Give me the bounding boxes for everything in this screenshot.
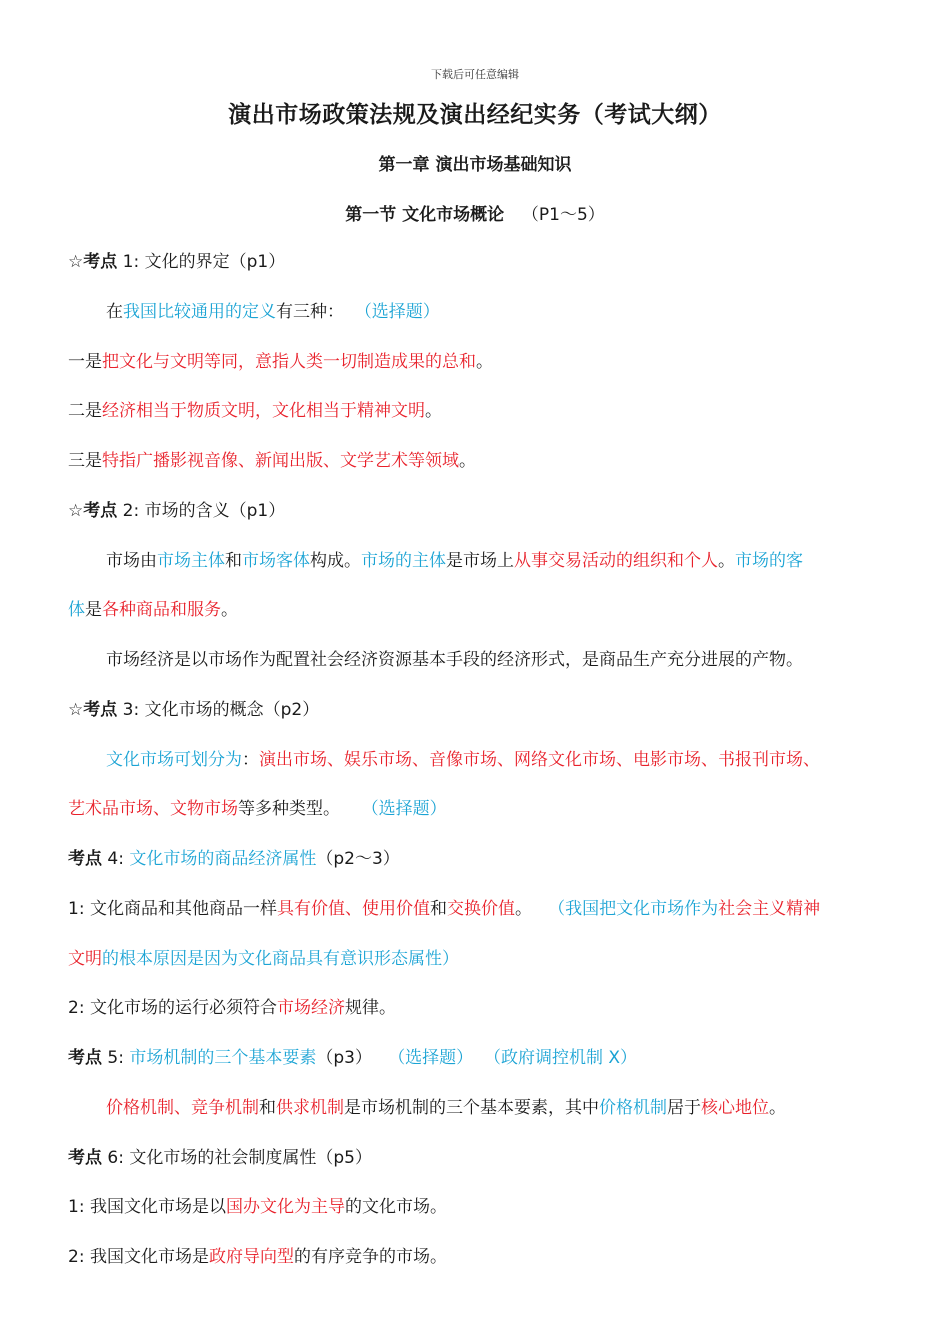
text-run: （p2～3） (316, 849, 400, 869)
highlight-red: 特指广播影视音像、新闻出版、文学艺术等领域 (102, 451, 459, 471)
paragraph-market-composition (106, 549, 906, 573)
key-point-number: 4: (102, 849, 130, 869)
key-point-label: 考点 (83, 700, 118, 720)
text-run: 三是 (68, 451, 102, 471)
key-point-number: 5: (102, 1048, 130, 1068)
text-run: 2: 我国文化市场是 (68, 1247, 209, 1267)
text-run: 等多种类型。 (238, 799, 340, 819)
highlight-red: 政府导向型 (208, 1247, 294, 1267)
definition-one (68, 350, 908, 374)
highlight-red: 演出市场、娱乐市场、音像市场、网络文化市场、电影市场、书报刊市场、 (259, 750, 820, 770)
highlight-blue: 市场机制的三个基本要素 (129, 1048, 317, 1068)
paragraph-market-categories (106, 748, 906, 772)
highlight-red: 市场经济 (276, 998, 345, 1018)
paragraph-commodity-value (68, 897, 908, 921)
text-run: ： (242, 750, 259, 770)
highlight-red: 供求机制 (276, 1098, 344, 1118)
text-run: 有三种： (276, 302, 344, 322)
key-point-4 (68, 847, 908, 871)
paragraph-state-culture (68, 1195, 908, 1219)
highlight-blue: 市场主体 (157, 551, 225, 571)
highlight-red: 核心地位 (701, 1098, 769, 1118)
paragraph-government-oriented (68, 1245, 908, 1269)
highlight-red: 社会主义精神 (718, 899, 821, 919)
text-run: 1: 文化商品和其他商品一样 (68, 899, 277, 919)
star-icon: ☆ (68, 252, 84, 272)
key-point-6 (68, 1146, 908, 1170)
key-point-text: 3: 文化市场的概念（p2） (122, 700, 320, 720)
section-title: 第一节 文化市场概论 (345, 205, 505, 225)
text-run: 是市场上 (446, 551, 514, 571)
highlight-blue: 市场客体 (242, 551, 310, 571)
document-title: 演出市场政策法规及演出经纪实务（考试大纲） (228, 102, 722, 128)
highlight-red: 经济相当于物质文明，文化相当于精神文明 (102, 401, 425, 421)
section-pages: （P1～5） (521, 205, 605, 225)
key-point-5 (68, 1046, 908, 1070)
question-type-tag: （选择题） (388, 1048, 474, 1068)
text-run: 是市场机制的三个基本要素，其中 (344, 1098, 599, 1118)
paragraph-market-categories-cont (68, 797, 908, 821)
star-icon: ☆ (68, 501, 84, 521)
highlight-red: 国办文化为主导 (225, 1197, 345, 1217)
paragraph-market-composition-cont (68, 598, 908, 622)
text-run: 居于 (667, 1098, 701, 1118)
key-point-label: 考点 (68, 849, 102, 869)
key-point-text: 6: 文化市场的社会制度属性（p5） (102, 1148, 372, 1168)
key-point-text: 1: 文化的界定（p1） (122, 252, 286, 272)
key-point-text: 2: 市场的含义（p1） (122, 501, 286, 521)
text-run: 构成。 (310, 551, 361, 571)
text-run: 一是 (68, 352, 102, 372)
text-run: 二是 (68, 401, 102, 421)
text-run: 和 (225, 551, 242, 571)
paragraph-commodity-value-cont (68, 947, 908, 971)
highlight-blue: （政府调控机制 X） (484, 1048, 638, 1068)
highlight-blue: 价格机制 (599, 1098, 667, 1118)
text-run: 。 (476, 352, 493, 372)
header-note: 下载后可任意编辑 (431, 68, 519, 81)
section-heading (0, 200, 950, 225)
text-run: 的有序竞争的市场。 (293, 1247, 447, 1267)
text-run: 规律。 (344, 998, 396, 1018)
text-run: 。 (221, 600, 238, 620)
star-icon: ☆ (68, 700, 84, 720)
key-point-label: 考点 (83, 252, 118, 272)
highlight-red: 各种商品和服务 (102, 600, 221, 620)
text-run: 。 (425, 401, 442, 421)
text-run: （p3） (316, 1048, 372, 1068)
text-run: 。 (718, 551, 735, 571)
definition-three (68, 449, 908, 473)
chapter-heading: 第一章 演出市场基础知识 (378, 155, 572, 175)
highlight-red: 从事交易活动的组织和个人 (514, 551, 718, 571)
highlight-blue: 市场的客 (735, 551, 803, 571)
key-point-label: 考点 (68, 1148, 102, 1168)
key-point-3 (68, 698, 908, 722)
highlight-blue: 的根本原因是因为文化商品具有意识形态属性） (102, 949, 459, 969)
key-point-label: 考点 (83, 501, 118, 521)
highlight-red: 把文化与文明等同，意指人类一切制造成果的总和 (102, 352, 476, 372)
key-point-1 (68, 250, 908, 274)
text-run: 市场由 (106, 551, 157, 571)
highlight-red: 艺术品市场、文物市场 (68, 799, 238, 819)
key-point-2 (68, 499, 908, 523)
key-point-label: 考点 (68, 1048, 102, 1068)
definition-two (68, 399, 908, 423)
highlight-blue: 文化市场可划分为 (106, 750, 242, 770)
highlight-blue: 市场的主体 (361, 551, 446, 571)
paragraph-definition-intro (106, 300, 906, 324)
paragraph-market-rules (68, 996, 908, 1020)
paragraph-market-mechanisms (106, 1096, 906, 1120)
highlight-red: 文明 (68, 949, 102, 969)
highlight-blue: 我国比较通用的定义 (123, 302, 276, 322)
text-run: 和 (429, 899, 447, 919)
question-type-tag: （选择题） (354, 302, 440, 322)
text-run: 和 (259, 1098, 276, 1118)
highlight-red: 具有价值、使用价值 (276, 899, 430, 919)
highlight-red: 交换价值 (446, 899, 515, 919)
text-run: 在 (106, 302, 123, 322)
paragraph-market-economy: 市场经济是以市场作为配置社会经济资源基本手段的经济形式，是商品生产充分进展的产物。 (106, 650, 803, 670)
text-run: 是 (85, 600, 102, 620)
text-run: 2: 文化市场的运行必须符合 (68, 998, 277, 1018)
text-run: 。 (514, 899, 532, 919)
text-run: 。 (769, 1098, 786, 1118)
question-type-tag: （选择题） (361, 799, 447, 819)
text-run: 的文化市场。 (344, 1197, 447, 1217)
text-run: 。 (459, 451, 476, 471)
highlight-blue: （我国把文化市场作为 (548, 899, 719, 919)
highlight-blue: 文化市场的商品经济属性 (129, 849, 317, 869)
highlight-red: 价格机制、竞争机制 (106, 1098, 259, 1118)
highlight-blue: 体 (68, 600, 85, 620)
text-run: 1: 我国文化市场是以 (68, 1197, 226, 1217)
